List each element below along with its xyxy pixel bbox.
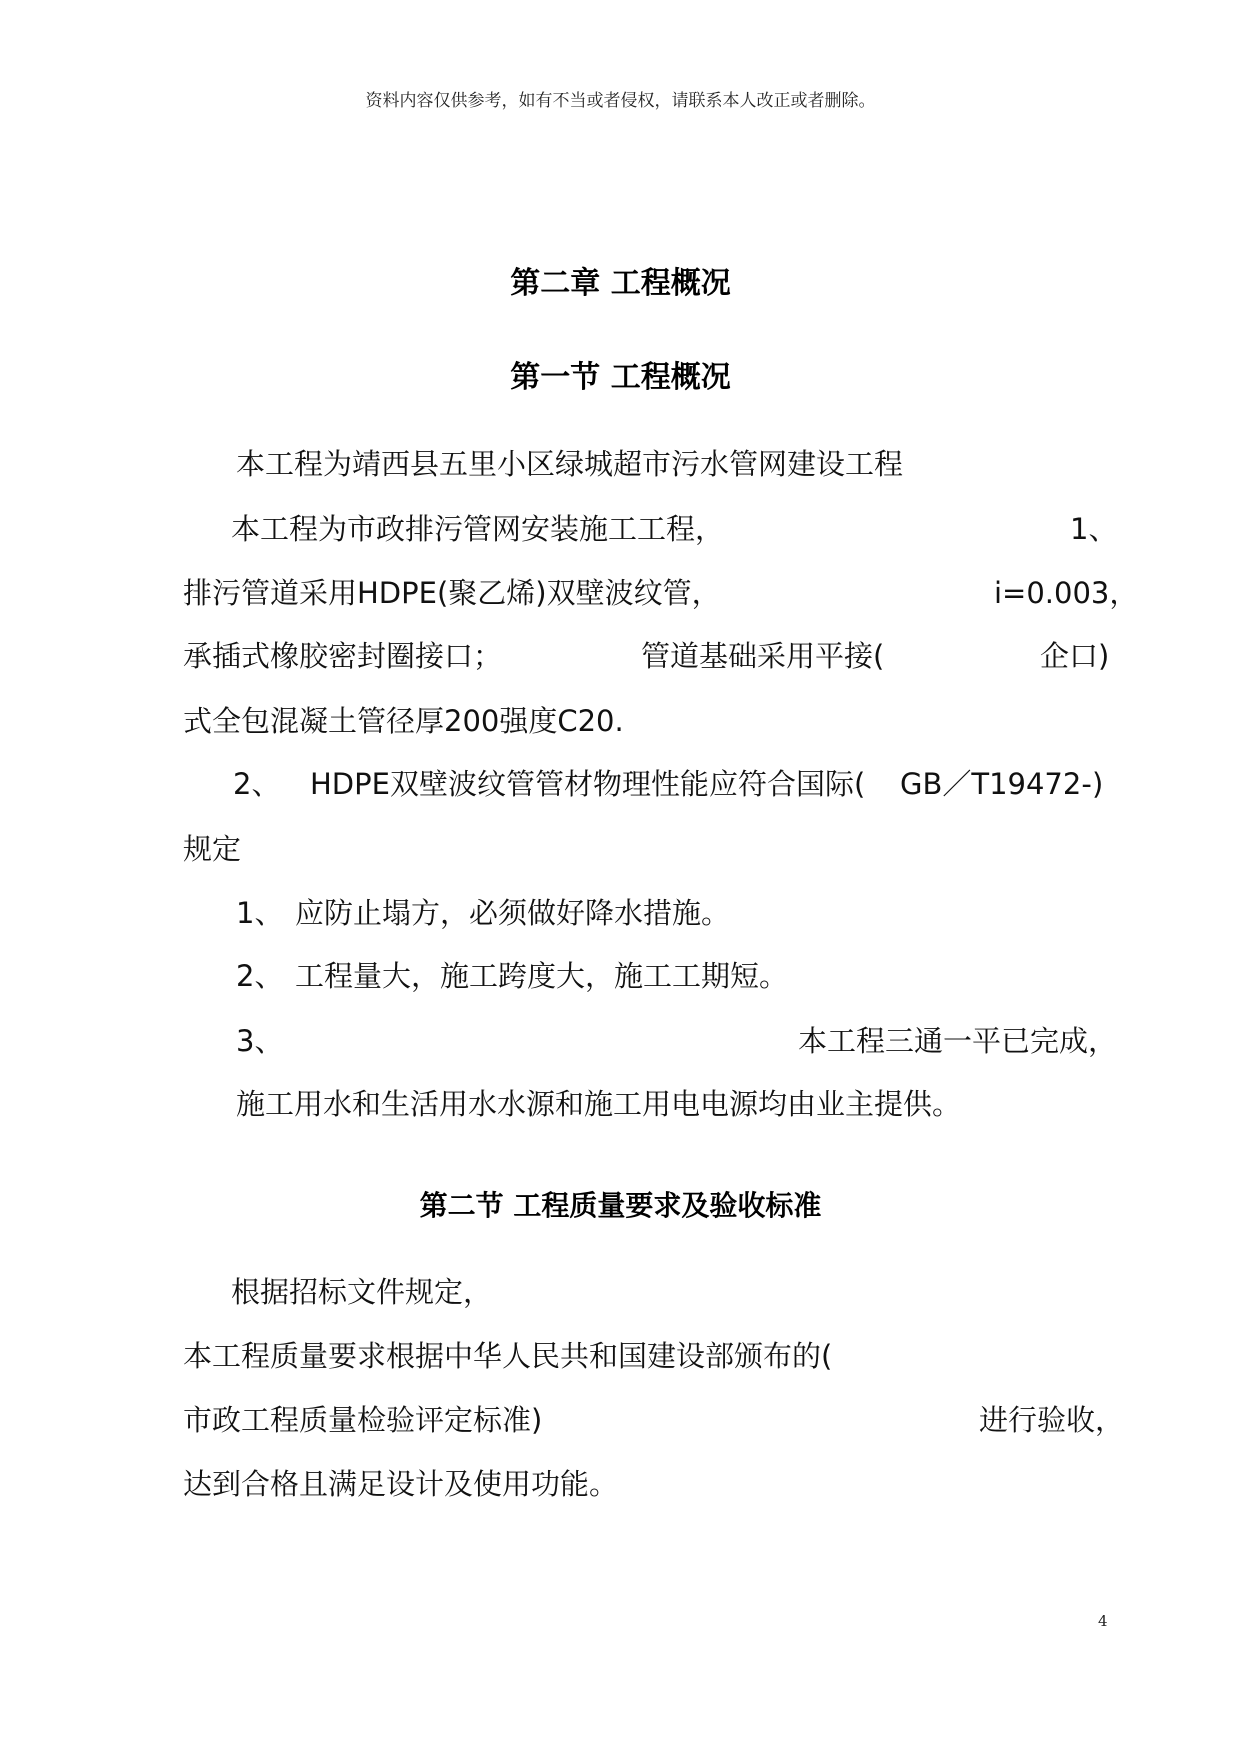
paragraph-line: ) — [1092, 767, 1104, 801]
section1-title: 第一节 工程概况 — [510, 360, 731, 395]
paragraph-line: HDPE双壁波纹管管材物理性能应符合国际( — [310, 767, 866, 801]
chapter-title: 第二章 工程概况 — [510, 266, 731, 301]
paragraph-line: 达到合格且满足设计及使用功能。 — [183, 1467, 619, 1501]
paragraph-line: 企口) — [1040, 639, 1110, 673]
list-item: 工程量大，施工跨度大，施工工期短。 — [295, 959, 789, 993]
paragraph-line: 承插式橡胶密封圈接口； — [183, 639, 503, 673]
list-number: 3、 — [236, 1024, 284, 1058]
paragraph-line: 管道基础采用平接( — [641, 639, 885, 673]
list-item: 本工程三通一平已完成， — [798, 1024, 1118, 1058]
paragraph-line: 施工用水和生活用水水源和施工用电电源均由业主提供。 — [236, 1087, 962, 1121]
page-number: 4 — [1098, 1612, 1108, 1630]
paragraph-line: 进行验收， — [979, 1403, 1125, 1437]
list-number: 1、 — [236, 896, 284, 930]
paragraph-line: 根据招标文件规定， — [231, 1275, 493, 1309]
paragraph-line: 式全包混凝土管径厚200强度C20. — [183, 704, 624, 738]
list-number: 1、 — [1070, 512, 1118, 546]
disclaimer-text: 资料内容仅供参考，如有不当或者侵权，请联系本人改正或者删除。 — [365, 91, 876, 111]
paragraph-line: 规定 — [183, 832, 242, 866]
list-item: 应防止塌方，必须做好降水措施。 — [295, 896, 731, 930]
paragraph-line: i=0.003， — [994, 576, 1139, 610]
paragraph-line: 本工程为市政排污管网安装施工工程， — [231, 512, 725, 546]
list-number: 2、 — [233, 767, 281, 801]
paragraph-line: 本工程为靖西县五里小区绿城超市污水管网建设工程 — [236, 447, 904, 481]
paragraph-line: 排污管道采用HDPE(聚乙烯)双壁波纹管， — [183, 576, 721, 610]
list-number: 2、 — [236, 959, 284, 993]
paragraph-line: 本工程质量要求根据中华人民共和国建设部颁布的( — [183, 1339, 833, 1373]
paragraph-line: 市政工程质量检验评定标准) — [183, 1403, 543, 1437]
section2-title: 第二节 工程质量要求及验收标准 — [419, 1189, 822, 1222]
paragraph-line: GB／T19472- — [900, 767, 1092, 801]
